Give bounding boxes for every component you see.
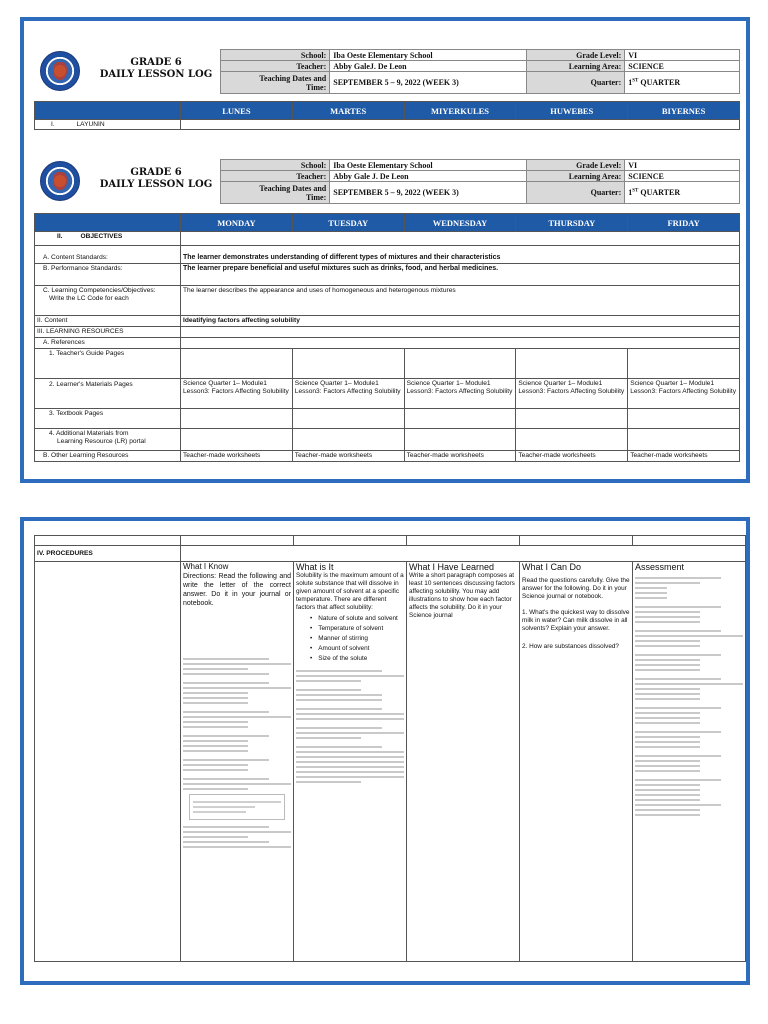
- teachers-guide-label: 1. Teacher's Guide Pages: [35, 349, 181, 379]
- performance-standards-label: B. Performance Standards:: [35, 264, 181, 286]
- day-miyerkules: MIYERKULES: [404, 102, 516, 120]
- competencies-value: The learner describes the appearance and uses of homogeneous and heterogenous mixtures: [181, 286, 740, 316]
- factors-list: [310, 614, 404, 664]
- or-monday: Teacher-made worksheets: [181, 451, 293, 462]
- lesson-table: [34, 213, 740, 462]
- proc-monday: [181, 562, 294, 962]
- lm-friday: Science Quarter 1– Module1 Lesson3: Factors Affecting Solubility: [628, 379, 740, 409]
- learning-area-label: Learning Area:: [526, 171, 624, 182]
- or-wednesday: Teacher-made worksheets: [404, 451, 516, 462]
- teacher-value: Abby Gale J. De Leon: [330, 171, 527, 182]
- day-thursday: THURSDAY: [516, 214, 628, 232]
- proc-tuesday: [294, 562, 407, 962]
- lm-wednesday: Science Quarter 1– Module1 Lesson3: Factors Affecting Solubility: [404, 379, 516, 409]
- school-label: School:: [221, 50, 330, 61]
- day-huwebes: HUWEBES: [516, 102, 628, 120]
- grade-level-value: VI: [625, 50, 740, 61]
- tg-thursday: [516, 349, 628, 379]
- header-info-table: [220, 159, 740, 204]
- tb-tuesday: [292, 409, 404, 429]
- blank-label: [35, 536, 181, 546]
- references-blank: [181, 338, 740, 349]
- am-wednesday: [404, 429, 516, 451]
- lm-tuesday: Science Quarter 1– Module1 Lesson3: Factors Affecting Solubility: [292, 379, 404, 409]
- day-monday: MONDAY: [181, 214, 293, 232]
- corner-cell: [35, 214, 181, 232]
- or-tuesday: Teacher-made worksheets: [292, 451, 404, 462]
- reading-image: [296, 670, 404, 783]
- question-1: 1. What's the quickest way to dissolve milk in water? Can milk dissolve in all solvents? Explain your answer.: [522, 609, 630, 632]
- dates-label: Teaching Dates and Time:: [221, 182, 330, 204]
- content-standards-label: A. Content Standards:: [35, 246, 181, 264]
- learning-resources-blank: [181, 327, 740, 338]
- lesson-log-page-2: [20, 517, 750, 985]
- am-thursday: [516, 429, 628, 451]
- layunin-cell: I. LAYUNIN: [35, 120, 181, 130]
- dates-value: SEPTEMBER 5 – 9, 2022 (WEEK 3): [330, 72, 527, 94]
- grade-level-label: Grade Level:: [526, 50, 624, 61]
- what-i-can-do-heading: What I Can Do: [522, 562, 582, 572]
- day-tuesday: TUESDAY: [292, 214, 404, 232]
- school-value: Iba Oeste Elementary School: [330, 160, 527, 171]
- factor-item: • Size of the solute: [310, 654, 404, 664]
- am-friday: [628, 429, 740, 451]
- what-i-can-do-body: Read the questions carefully. Give the answer for the following. Do it in your Science journal or notebook.: [522, 577, 630, 600]
- day-martes: MARTES: [292, 102, 404, 120]
- learning-resources-label: III. LEARNING RESOURCES: [35, 327, 181, 338]
- objectives-blank: [181, 232, 740, 246]
- header-info-table: [220, 49, 740, 94]
- day-lunes: LUNES: [181, 102, 293, 120]
- what-i-have-learned-heading: What I Have Learned: [409, 562, 495, 572]
- dates-label: Teaching Dates and Time:: [221, 72, 330, 94]
- what-i-have-learned-body: Write a short paragraph composes at least 10 sentences discussing factors affecting solubility. You may add illustrations to show how each factor affects the solubility. Do it in your Science journal: [409, 572, 515, 619]
- lesson-log-page-1: [20, 17, 750, 483]
- procedures-table: [34, 535, 746, 962]
- dates-value: SEPTEMBER 5 – 9, 2022 (WEEK 3): [330, 182, 527, 204]
- content-standards-value: The learner demonstrates understanding of different types of mixtures and their characteristics: [181, 246, 740, 264]
- objectives-label: II. OBJECTIVES: [35, 232, 181, 246]
- question-2: 2. How are substances dissolved?: [522, 643, 619, 650]
- day-wednesday: WEDNESDAY: [404, 214, 516, 232]
- proc-thursday: [520, 562, 633, 962]
- filipino-days-table: [34, 101, 740, 130]
- deped-seal-icon: [40, 161, 80, 201]
- blank-cell: [520, 536, 633, 546]
- proc-friday: [633, 562, 746, 962]
- day-friday: FRIDAY: [628, 214, 740, 232]
- am-monday: [181, 429, 293, 451]
- blank-cell: [633, 536, 746, 546]
- procedures-blank: [181, 546, 746, 562]
- quiz-image: [183, 658, 291, 790]
- or-friday: Teacher-made worksheets: [628, 451, 740, 462]
- assessment-image: [635, 577, 743, 816]
- school-label: School:: [221, 160, 330, 171]
- tg-tuesday: [292, 349, 404, 379]
- grade-level-value: VI: [625, 160, 740, 171]
- teacher-value: Abby GaleJ. De Leon: [330, 61, 527, 72]
- quarter-label: Quarter:: [526, 72, 624, 94]
- other-resources-label: B. Other Learning Resources: [35, 451, 181, 462]
- factor-item: • Manner of stirring: [310, 634, 404, 644]
- assessment-heading: Assessment: [635, 562, 685, 572]
- quarter-label: Quarter:: [526, 182, 624, 204]
- teacher-label: Teacher:: [221, 61, 330, 72]
- performance-standards-value: The learner prepare beneficial and useful mixtures such as drinks, food, and herbal medicines.: [181, 264, 740, 286]
- teacher-label: Teacher:: [221, 171, 330, 182]
- header-block-2: [34, 159, 740, 203]
- quiz-image-2: [183, 826, 291, 848]
- additional-materials-label: 4. Additional Materials from Learning Resource (LR) portal: [35, 429, 181, 451]
- factor-item: • Nature of solute and solvent: [310, 614, 404, 624]
- blank-cell: [294, 536, 407, 546]
- tg-monday: [181, 349, 293, 379]
- competencies-label: C. Learning Competencies/Objectives: Write the LC Code for each: [35, 286, 181, 316]
- school-value: Iba Oeste Elementary School: [330, 50, 527, 61]
- learning-area-value: SCIENCE: [625, 171, 740, 182]
- tb-monday: [181, 409, 293, 429]
- header-block-1: [34, 49, 740, 93]
- or-thursday: Teacher-made worksheets: [516, 451, 628, 462]
- lm-monday: Science Quarter 1– Module1 Lesson3: Factors Affecting Solubility: [181, 379, 293, 409]
- am-tuesday: [292, 429, 404, 451]
- tb-thursday: [516, 409, 628, 429]
- what-i-know-heading: What I Know: [183, 562, 229, 571]
- quarter-value: 1ST QUARTER: [625, 182, 740, 204]
- day-biyernes: BIYERNES: [628, 102, 740, 120]
- layunin-blank: [181, 120, 740, 130]
- factor-item: • Temperature of solvent: [310, 624, 404, 634]
- log-title: GRADE 6 DAILY LESSON LOG: [99, 57, 213, 80]
- tb-wednesday: [404, 409, 516, 429]
- learners-materials-label: 2. Learner's Materials Pages: [35, 379, 181, 409]
- textbook-label: 3. Textbook Pages: [35, 409, 181, 429]
- lm-thursday: Science Quarter 1– Module1 Lesson3: Factors Affecting Solubility: [516, 379, 628, 409]
- quiz-answer-box: [189, 794, 285, 820]
- deped-seal-icon: [40, 51, 80, 91]
- grade-level-label: Grade Level:: [526, 160, 624, 171]
- blank-cell: [181, 536, 294, 546]
- tg-wednesday: [404, 349, 516, 379]
- procedures-label: IV. PROCEDURES: [35, 546, 181, 562]
- tb-friday: [628, 409, 740, 429]
- quarter-value: 1ST QUARTER: [625, 72, 740, 94]
- content-label: II. Content: [35, 316, 181, 327]
- what-is-it-heading: What is It: [296, 562, 334, 572]
- what-is-it-body: Solubility is the maximum amount of a solute substance that will dissolve in given amount of solvent at a specific temperature. There are different factors that affect solubility:: [296, 572, 404, 611]
- corner-cell: [35, 102, 181, 120]
- blank-cell: [407, 536, 520, 546]
- learning-area-value: SCIENCE: [625, 61, 740, 72]
- proc-wednesday: [407, 562, 520, 962]
- what-i-know-body: Directions: Read the following and write the letter of the correct answer. Do it in your journal or notebook.: [183, 573, 291, 607]
- tg-friday: [628, 349, 740, 379]
- log-title: GRADE 6 DAILY LESSON LOG: [99, 167, 213, 190]
- learning-area-label: Learning Area:: [526, 61, 624, 72]
- factor-item: • Amount of solvent: [310, 644, 404, 654]
- references-label: A. References: [35, 338, 181, 349]
- procedures-side: [35, 562, 181, 962]
- content-value: Ideatifying factors affecting solubility: [181, 316, 740, 327]
